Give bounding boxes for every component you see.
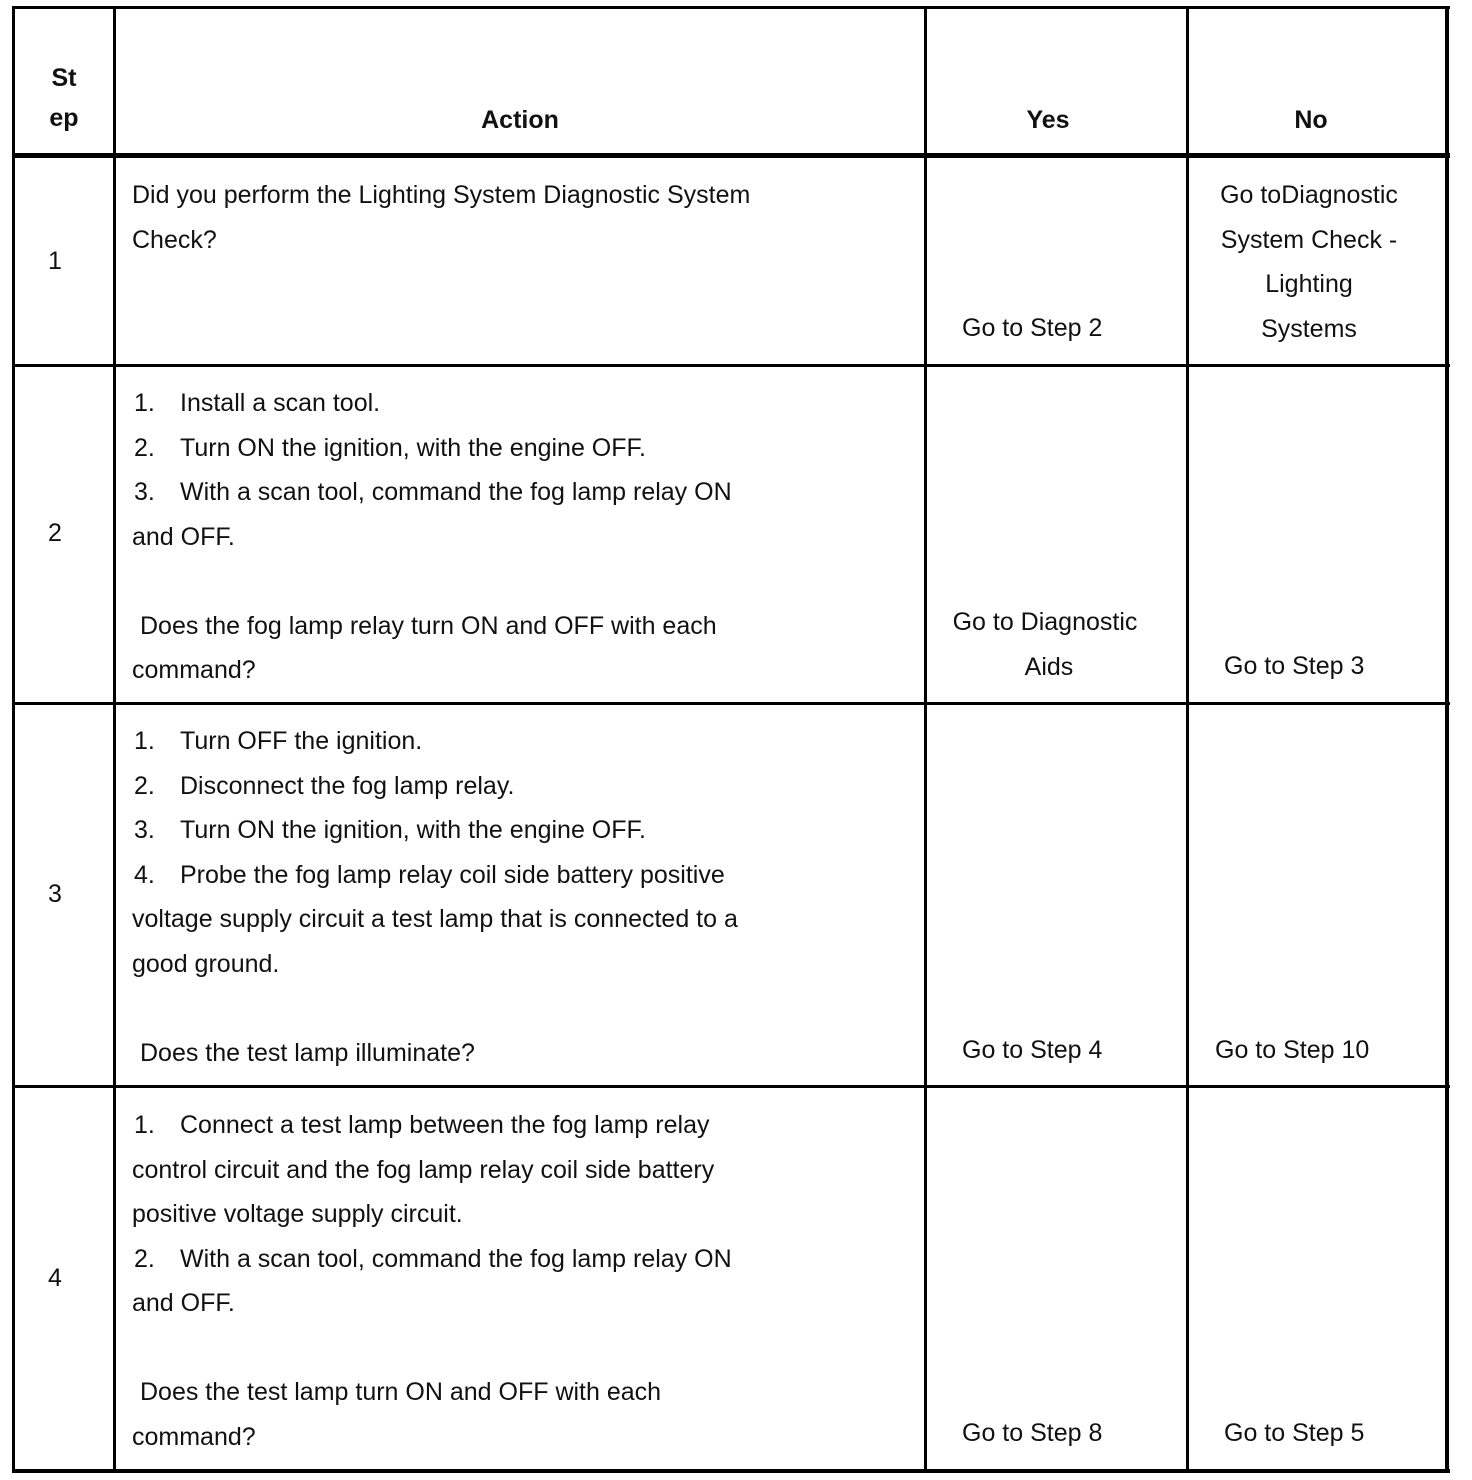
list-item: 2. Disconnect the fog lamp relay. — [134, 771, 515, 800]
list-item: 3. Turn ON the ignition, with the engine OFF. — [134, 816, 646, 844]
step-number: 4 — [48, 1264, 62, 1292]
row-divider — [12, 364, 1450, 367]
list-item: 1. Install a scan tool. — [134, 389, 381, 417]
no-outcome: Go toDiagnostic System Check - Lighting Systems — [1220, 181, 1398, 343]
no-outcome: Go to Step 10 — [1215, 1036, 1370, 1064]
column-divider — [113, 7, 116, 1473]
yes-outcome: Go to Step 4 — [962, 1036, 1103, 1064]
step-number: 1 — [48, 247, 62, 275]
step-number: 2 — [48, 519, 62, 547]
no-outcome: Go to Step 5 — [1224, 1419, 1365, 1447]
yes-outcome: Go to Step 8 — [962, 1419, 1103, 1447]
action-text: Did you perform the Lighting System Diagnostic System Check? — [132, 181, 751, 254]
header-divider — [12, 153, 1450, 158]
table-border-top — [12, 6, 1450, 9]
table-border-bottom — [12, 1469, 1450, 1473]
row-divider — [12, 1085, 1450, 1088]
yes-outcome: Go to Step 2 — [962, 314, 1103, 342]
row-divider — [12, 702, 1450, 705]
column-divider — [924, 7, 927, 1473]
header-yes: Yes — [1026, 106, 1070, 134]
list-item: 2. Turn ON the ignition, with the engine OFF. — [134, 433, 646, 462]
table-border-left — [12, 7, 15, 1473]
action-text: 1. Turn OFF the ignition. 2. Disconnect the fog lamp relay. 3. Turn ON the ignition, with the engine OFF. 4. Probe the fog lamp relay coil side battery positive voltage supply circuit a test lamp that is connected to a good ground. Does the test lamp illuminate? — [132, 719, 912, 1075]
table-border-right — [1445, 7, 1449, 1473]
list-item: 1. Turn OFF the ignition. — [134, 727, 423, 755]
list-item: 3. With a scan tool, command the fog lamp relay ON — [134, 478, 732, 506]
list-item: 2. With a scan tool, command the fog lamp relay ON — [134, 1244, 732, 1273]
list-item: 1. Connect a test lamp between the fog lamp relay — [134, 1111, 710, 1139]
header-step: St ep — [49, 64, 79, 132]
yes-outcome: Go to Diagnostic Aids — [952, 608, 1138, 681]
header-action: Action — [481, 106, 559, 134]
list-item: 4. Probe the fog lamp relay coil side battery positive — [134, 860, 725, 889]
header-no: No — [1294, 106, 1328, 134]
action-text: 1. Install a scan tool. 2. Turn ON the ignition, with the engine OFF. 3. With a scan tool, command the fog lamp relay ON and OFF. Does the fog lamp relay turn ON and OFF with each command? — [132, 381, 912, 693]
step-number: 3 — [48, 880, 62, 908]
no-outcome: Go to Step 3 — [1224, 652, 1365, 680]
action-text: 1. Connect a test lamp between the fog lamp relay control circuit and the fog lamp relay coil side battery positive voltage supply circuit. 2. With a scan tool, command the fog lamp relay ON and OFF. Does the test lamp turn ON and OFF with each command? — [132, 1103, 912, 1459]
